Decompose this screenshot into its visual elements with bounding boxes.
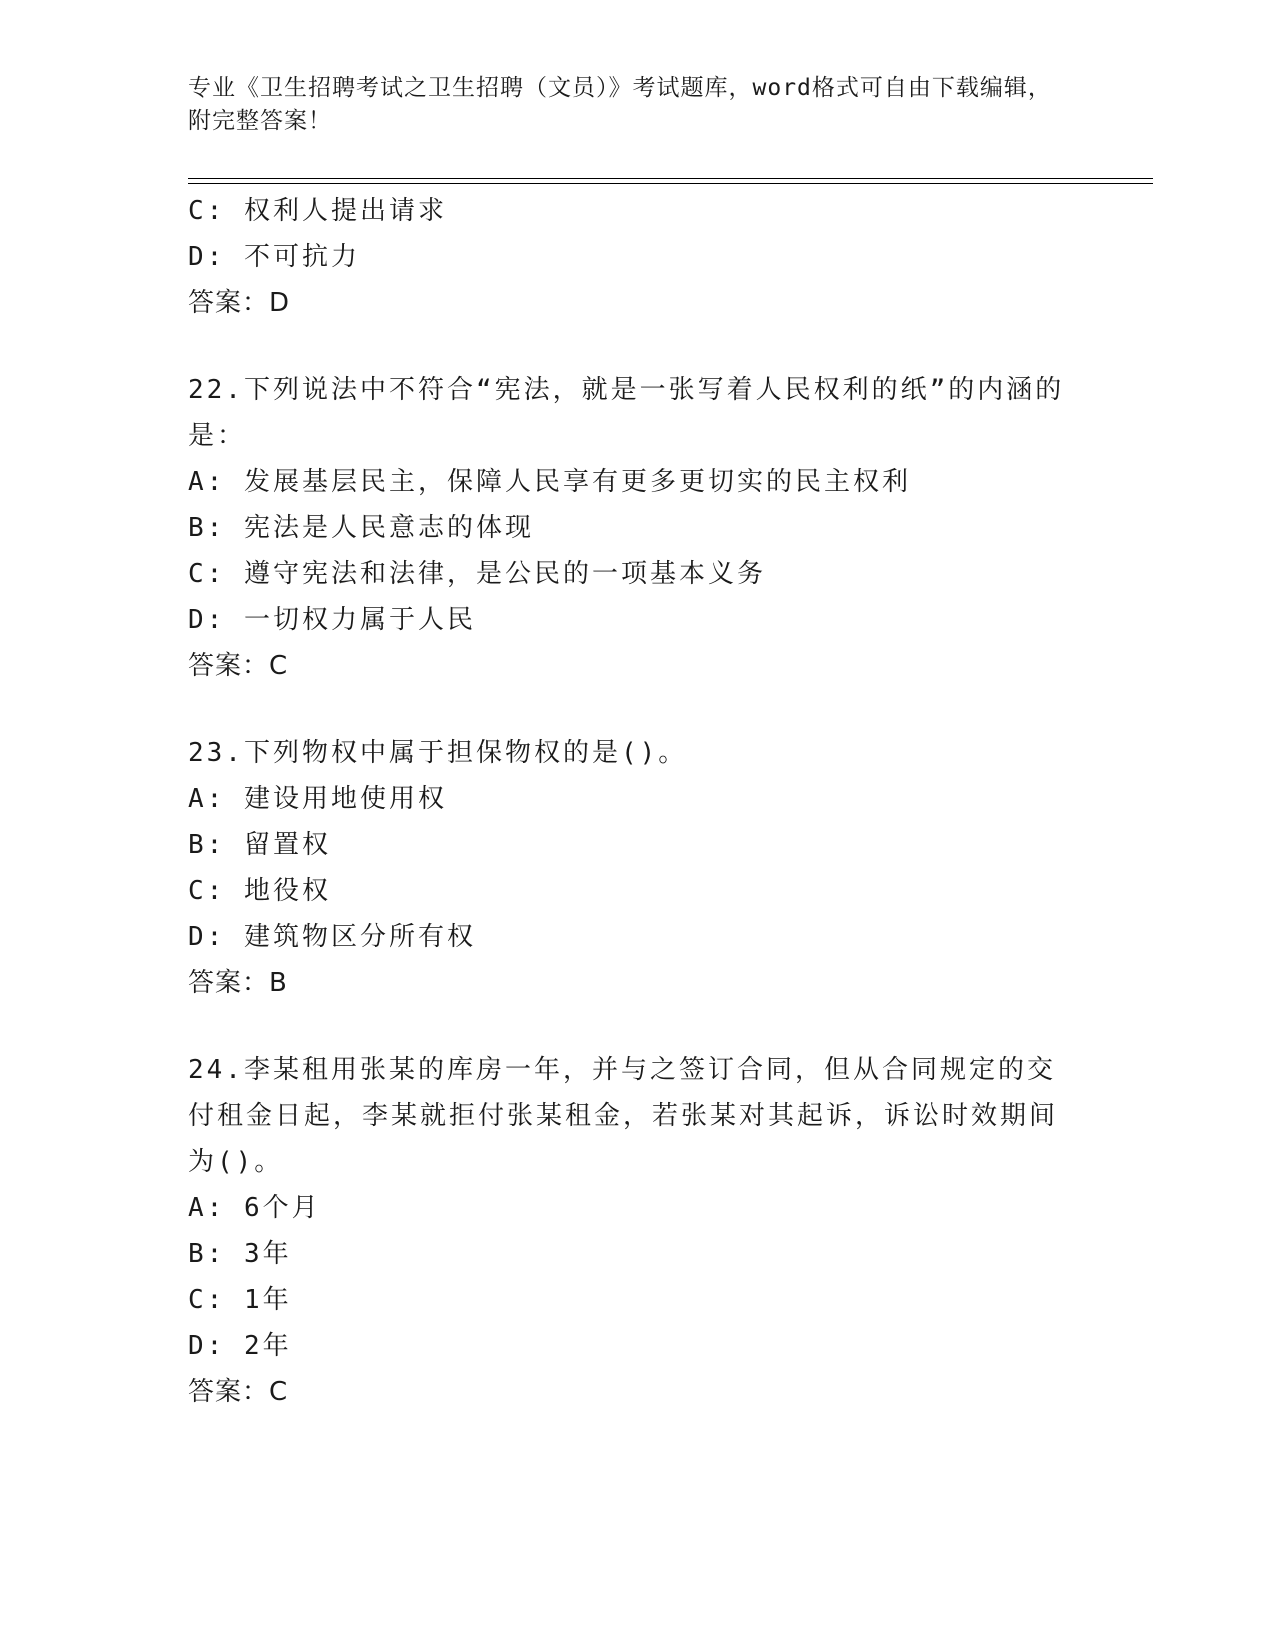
header-rule-bottom xyxy=(188,183,1153,184)
question-list xyxy=(188,188,1068,1415)
answer-line: 答案：D xyxy=(188,288,291,318)
option-b: B: 3年 xyxy=(188,1239,292,1269)
option-c: C: 权利人提出请求 xyxy=(188,196,447,226)
option-c: C: 地役权 xyxy=(188,876,331,906)
option-a: A: 发展基层民主，保障人民享有更多更切实的民主权利 xyxy=(188,467,911,497)
option-b: B: 宪法是人民意志的体现 xyxy=(188,513,534,543)
question-text: 24.李某租用张某的库房一年，并与之签订合同，但从合同规定的交付租金日起，李某就拒付张某租金，若张某对其起诉，诉讼时效期间为()。 xyxy=(188,1055,1059,1177)
option-d: D: 建筑物区分所有权 xyxy=(188,922,476,952)
option-d: D: 一切权力属于人民 xyxy=(188,605,476,635)
question-text: 23.下列物权中属于担保物权的是()。 xyxy=(188,738,688,768)
question-gap xyxy=(188,689,1068,730)
document-header: 专业《卫生招聘考试之卫生招聘（文员）》考试题库，word格式可自由下载编辑，附完整答案！ xyxy=(188,75,1052,134)
option-d: D: 2年 xyxy=(188,1331,292,1361)
option-b: B: 留置权 xyxy=(188,830,331,860)
question-gap xyxy=(188,326,1068,367)
option-d: D: 不可抗力 xyxy=(188,242,360,272)
header-rule-top xyxy=(188,178,1153,179)
question-text: 22.下列说法中不符合“宪法，就是一张写着人民权利的纸”的内涵的是： xyxy=(188,375,1065,451)
option-c: C: 1年 xyxy=(188,1285,292,1315)
answer-line: 答案：C xyxy=(188,1377,289,1407)
answer-line: 答案：B xyxy=(188,968,288,998)
answer-line: 答案：C xyxy=(188,651,289,681)
option-a: A: 6个月 xyxy=(188,1193,321,1223)
question-gap xyxy=(188,1006,1068,1047)
option-a: A: 建设用地使用权 xyxy=(188,784,447,814)
option-c: C: 遵守宪法和法律，是公民的一项基本义务 xyxy=(188,559,766,589)
